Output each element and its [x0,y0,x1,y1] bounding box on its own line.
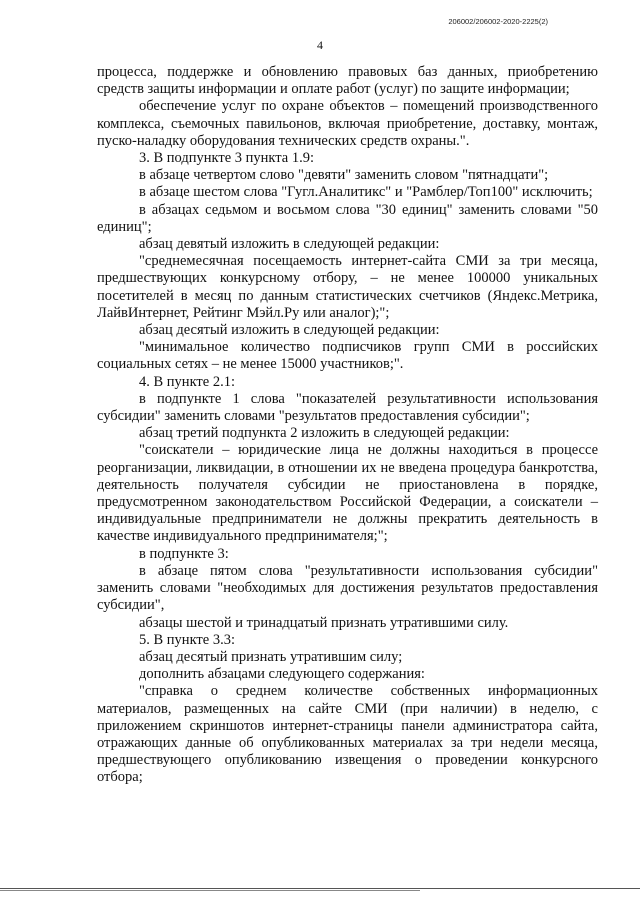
document-code: 206002/206002-2020-2225(2) [448,17,548,26]
paragraph: "справка о среднем количестве собственных информационных материалов, размещенных на сайте СМИ (при наличии) в неделю, с приложением скриншотов интернет-страницы панели администратора сайта, отражающих данные об опубликованных материалах за три недели месяца, предшествующего опубликованию извещения о проведении конкурсного отбора; [97,683,598,786]
paragraph: 5. В пункте 3.3: [139,631,235,648]
paragraph: дополнить абзацами следующего содержания: [139,666,425,683]
page-number: 4 [317,38,323,52]
paragraph: процесса, поддержке и обновлению правовых баз данных, приобретению средств защиты информации и оплате работ (услуг) по защите информации; [97,64,598,98]
paragraph: в абзаце шестом слова "Гугл.Аналитикс" и "Рамблер/Топ100" исключить; [139,184,593,201]
paragraph: абзац десятый изложить в следующей редакции: [139,322,440,339]
paragraph: абзацы шестой и тринадцатый признать утратившими силу. [139,614,509,631]
paragraph: "среднемесячная посещаемость интернет-сайта СМИ за три месяца, предшествующих конкурсному отбору, – не менее 100000 уникальных посетителей в месяц по данным статистических счетчиков (Яндекс.Метрика, ЛайвИнтернет, Рейтинг Мэйл.Ру или аналог);"; [97,253,598,321]
paragraph: в подпункте 3: [139,545,229,562]
paragraph: обеспечение услуг по охране объектов – помещений производственного комплекса, съемочных павильонов, включая приобретение, доставку, монтаж, пуско-наладку оборудования технических средств охраны.". [97,98,598,149]
paragraph: в абзаце четвертом слово "девяти" заменить словом "пятнадцати"; [139,167,549,184]
paragraph: абзац третий подпункта 2 изложить в следующей редакции: [139,425,510,442]
paragraph: 3. В подпункте 3 пункта 1.9: [139,150,315,167]
paragraph: абзац десятый признать утратившим силу; [139,648,403,665]
paragraph: "соискатели – юридические лица не должны находиться в процессе реорганизации, ликвидации, в отношении их не введена процедура банкротства, деятельность получателя субсидии не приостановлена в порядке, предусмотренном законодательством Российской Федерации, а соискатели – индивидуальные предприниматели не должны прекратить деятельность в качестве индивидуального предпринимателя;"; [97,442,598,545]
paragraph: "минимальное количество подписчиков групп СМИ в российских социальных сетях – не менее 15000 участников;". [97,339,598,373]
page-bottom-rule-secondary [0,890,420,891]
paragraph: в абзацах седьмом и восьмом слова "30 единиц" заменить словами "50 единиц"; [97,201,598,235]
paragraph: в абзаце пятом слова "результативности использования субсидии" заменить словами "необходимых для достижения результатов предоставления субсидии", [97,562,598,614]
paragraph: абзац девятый изложить в следующей редакции: [139,236,440,253]
page-bottom-rule [0,888,640,889]
paragraph: в подпункте 1 слова "показателей результативности использования субсидии" заменить словами "результатов предоставления субсидии"; [97,390,598,425]
paragraph: 4. В пункте 2.1: [139,373,235,390]
document-body [97,64,598,787]
